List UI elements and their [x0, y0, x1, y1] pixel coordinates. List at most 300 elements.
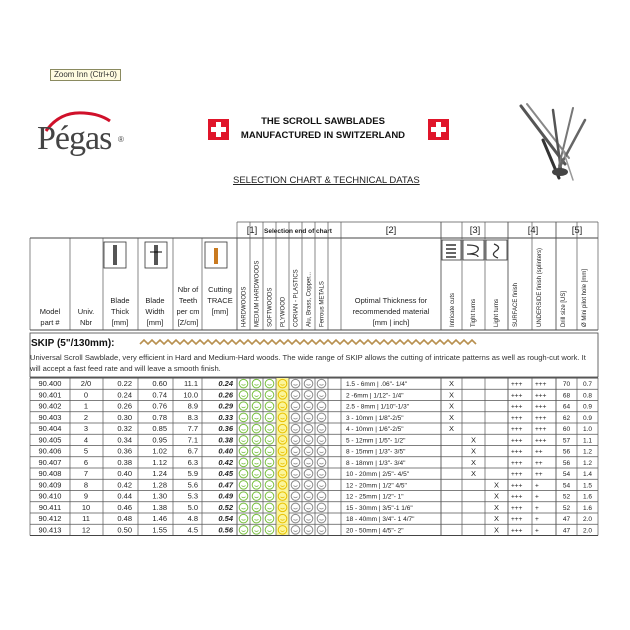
cell-underside: ++	[535, 459, 543, 467]
rating-face-poor	[317, 503, 326, 512]
rating-face-poor	[317, 492, 326, 501]
rating-face-good	[252, 514, 261, 523]
cell-drill: 68	[562, 392, 571, 400]
cell-surface: +++	[511, 426, 523, 434]
cell-surface: +++	[511, 493, 523, 501]
header-drill: Drill size [US]	[561, 290, 567, 327]
cell-trace: 0.52	[218, 502, 233, 512]
cell-univ: 2/0	[80, 379, 92, 389]
cell-intricate: X	[448, 390, 455, 400]
cell-width: 1.24	[152, 469, 167, 479]
rating-face-good	[265, 503, 274, 512]
section-title: SKIP (5"/130mm):	[31, 338, 115, 349]
cell-light: X	[493, 514, 500, 524]
header-material: CORIAN - PLASTICS	[293, 269, 300, 327]
rating-face-mouth	[268, 429, 272, 430]
cell-intricate: X	[448, 379, 455, 389]
header-material: Ferrous METALS	[319, 281, 326, 327]
cell-teeth: 5.0	[187, 502, 198, 512]
header-blade-width: [mm]	[146, 318, 164, 327]
rating-face-good	[252, 458, 261, 467]
header-thickness: recommended material	[352, 307, 430, 316]
rating-face-poor	[291, 458, 300, 467]
cell-trace: 0.47	[218, 480, 233, 490]
header-thickness: Optimal Thickness for	[354, 296, 428, 305]
cell-underside: +++	[535, 426, 547, 434]
cell-teeth: 6.7	[187, 446, 198, 456]
rating-face-good	[239, 447, 248, 456]
rating-face-good	[265, 469, 274, 478]
header-univ: Univ.	[77, 307, 95, 316]
cell-width: 1.28	[152, 480, 167, 490]
cell-trace: 0.56	[218, 525, 233, 535]
rating-face-poor	[291, 503, 300, 512]
header-blade-width: Width	[145, 307, 165, 316]
cell-drill: 54	[562, 482, 571, 490]
rating-face-mouth	[268, 407, 272, 408]
rating-face-poor	[304, 402, 313, 411]
cell-hole: 0.8	[582, 392, 593, 400]
cell-univ: 3	[83, 424, 89, 434]
rating-face-mouth	[242, 384, 246, 385]
rating-face-mouth	[268, 497, 272, 498]
cell-tight: X	[470, 435, 477, 445]
cell-underside: +	[535, 516, 539, 524]
section-description: Universal Scroll Sawblade, very efficient in Hard and Medium-Hard woods. The wide range of SKIP allows the cutting of intricate patterns as well as rough-cut work. It will accept a fast feed rate and will leave a smooth finish.	[30, 353, 586, 373]
rating-face-mouth	[255, 418, 259, 419]
header-blade-width: Blade	[145, 296, 165, 305]
cell-surface: +++	[511, 392, 523, 400]
rating-face-mouth	[307, 463, 311, 464]
cell-teeth: 7.1	[187, 435, 198, 445]
header-teeth: Teeth	[178, 296, 198, 305]
rating-face-poor	[317, 436, 326, 445]
rating-face-mouth	[320, 474, 324, 475]
rating-face-mouth	[320, 440, 324, 441]
header-univ: Nbr	[79, 318, 93, 327]
rating-face-good	[239, 391, 248, 400]
cell-drill: 54	[562, 471, 571, 479]
rating-face-mouth	[268, 530, 272, 531]
rating-face-mouth	[307, 497, 311, 498]
rating-face-good	[252, 402, 261, 411]
rating-face-good	[252, 436, 261, 445]
cell-univ: 8	[83, 480, 89, 490]
rating-face-poor	[317, 447, 326, 456]
rating-face-mouth	[320, 485, 324, 486]
rating-face-good	[252, 526, 261, 535]
rating-face-poor	[304, 492, 313, 501]
cell-model: 90.404	[38, 424, 62, 434]
cell-underside: +	[535, 482, 539, 490]
cell-width: 0.78	[152, 412, 167, 422]
header-teeth: [Z/cm]	[177, 318, 199, 327]
group-2-label: [2]	[385, 225, 397, 236]
cell-teeth: 5.9	[187, 469, 198, 479]
rating-face-good	[265, 492, 274, 501]
rating-face-mouth	[320, 508, 324, 509]
cell-thick: 0.30	[117, 412, 132, 422]
header-model: Model	[39, 307, 61, 316]
header-blade-thick: Thick	[111, 307, 129, 316]
cell-teeth: 11.1	[183, 379, 198, 389]
rating-face-poor	[317, 413, 326, 422]
rating-face-mouth	[320, 418, 324, 419]
cell-light: X	[493, 525, 500, 535]
rating-face-mouth	[320, 452, 324, 453]
rating-face-mouth	[268, 452, 272, 453]
rating-face-poor	[304, 526, 313, 535]
cell-hole: 1.4	[582, 471, 593, 479]
rating-face-good	[252, 413, 261, 422]
rating-face-mouth	[294, 463, 298, 464]
rating-face-good	[239, 436, 248, 445]
rating-face-good	[265, 526, 274, 535]
rating-face-mouth	[294, 429, 298, 430]
rating-face-poor	[317, 481, 326, 490]
rating-face-mouth	[268, 418, 272, 419]
rating-face-mouth	[307, 395, 311, 396]
rating-face-mouth	[242, 395, 246, 396]
rating-face-mouth	[242, 407, 246, 408]
rating-face-good	[252, 447, 261, 456]
group-4-label: [4]	[527, 225, 539, 236]
cell-hole: 1.5	[582, 482, 593, 490]
rating-face-mouth	[320, 519, 324, 520]
cell-thickness: 5 - 12mm | 1/5"- 1/2"	[346, 437, 406, 445]
cell-thick: 0.38	[117, 457, 132, 467]
rating-face-mouth	[242, 519, 246, 520]
header-material: PLYWOOD	[280, 296, 287, 327]
cell-univ: 7	[83, 469, 89, 479]
cell-underside: +++	[535, 437, 547, 445]
cell-univ: 12	[81, 525, 91, 535]
cell-hole: 0.7	[582, 381, 593, 389]
header-material: Alu, Brass, Copper...	[306, 271, 313, 327]
cell-width: 1.30	[152, 491, 167, 501]
rating-face-mouth	[255, 395, 259, 396]
cell-trace: 0.49	[218, 491, 233, 501]
cell-drill: 52	[562, 504, 571, 512]
rating-face-mouth	[242, 452, 246, 453]
cell-underside: +++	[535, 392, 547, 400]
rating-face-good	[265, 413, 274, 422]
cell-hole: 1.6	[582, 493, 593, 501]
header-finish: SURFACE finish	[513, 282, 519, 327]
cell-width: 1.02	[152, 446, 167, 456]
rating-face-good	[265, 458, 274, 467]
rating-face-good	[239, 469, 248, 478]
cell-surface: +++	[511, 448, 523, 456]
rating-face-poor	[291, 526, 300, 535]
cell-trace: 0.40	[218, 446, 233, 456]
cell-teeth: 8.9	[187, 401, 198, 411]
rating-face-good	[239, 413, 248, 422]
cell-surface: +++	[511, 437, 523, 445]
cell-teeth: 5.3	[187, 491, 198, 501]
header-material: SOFTWOODS	[267, 287, 274, 327]
rating-face-mouth	[255, 497, 259, 498]
cell-thick: 0.22	[117, 379, 132, 389]
rating-face-mouth	[255, 463, 259, 464]
cell-drill: 56	[562, 459, 571, 467]
header-drill: Ø Mini pilot hole [mm]	[582, 268, 588, 327]
rating-face-mouth	[242, 497, 246, 498]
cell-width: 0.85	[152, 424, 167, 434]
rating-face-poor	[317, 514, 326, 523]
cell-teeth: 7.7	[187, 424, 198, 434]
rating-face-mouth	[294, 407, 298, 408]
cell-surface: +++	[511, 459, 523, 467]
cell-thick: 0.34	[117, 435, 132, 445]
cell-model: 90.411	[38, 502, 62, 512]
rating-face-good	[252, 503, 261, 512]
rating-face-mouth	[294, 530, 298, 531]
rating-face-mouth	[255, 530, 259, 531]
rating-face-good	[239, 379, 248, 388]
rating-face-mouth	[320, 497, 324, 498]
cell-trace: 0.33	[218, 412, 233, 422]
rating-face-mouth	[307, 474, 311, 475]
rating-face-mouth	[255, 384, 259, 385]
rating-face-mouth	[242, 508, 246, 509]
cell-width: 0.76	[152, 401, 167, 411]
cell-underside: +	[535, 527, 539, 535]
rating-face-good	[239, 458, 248, 467]
cell-trace: 0.42	[218, 457, 233, 467]
rating-face-good	[265, 447, 274, 456]
rating-face-good	[239, 481, 248, 490]
cell-tight: X	[470, 457, 477, 467]
cell-thickness: 4 - 10mm | 1/6"-2/5"	[346, 426, 404, 434]
cell-model: 90.407	[38, 457, 62, 467]
rating-face-mouth	[307, 452, 311, 453]
rating-face-good	[239, 514, 248, 523]
rating-face-mouth	[294, 440, 298, 441]
rating-face-mouth	[294, 474, 298, 475]
rating-face-mouth	[268, 519, 272, 520]
header-thickness: [mm | inch]	[372, 318, 410, 327]
cell-thickness: 3 - 10mm | 1/8"-2/5"	[346, 414, 404, 422]
rating-face-good	[252, 469, 261, 478]
cutting-trace-blade-icon	[214, 248, 218, 264]
zoom-tooltip: Zoom Inn (Ctrl+0)	[50, 69, 121, 81]
rating-face-poor	[304, 514, 313, 523]
cell-teeth: 8.3	[187, 412, 198, 422]
cell-thickness: 2 -6mm | 1/12"- 1/4"	[346, 392, 404, 400]
cell-teeth: 10.0	[183, 390, 198, 400]
tight-turns-icon	[463, 240, 484, 260]
cell-width: 0.74	[152, 390, 167, 400]
cell-model: 90.406	[38, 446, 62, 456]
rating-face-poor	[291, 447, 300, 456]
cell-surface: +++	[511, 504, 523, 512]
cell-thick: 0.46	[117, 502, 132, 512]
cell-drill: 57	[562, 437, 571, 445]
rating-face-mouth	[307, 530, 311, 531]
group-1-label: [1]	[246, 225, 258, 236]
header-teeth: Nbr of	[177, 285, 199, 294]
cell-hole: 1.2	[582, 448, 593, 456]
rating-face-poor	[291, 469, 300, 478]
cell-thickness: 18 - 40mm | 3/4"- 1 4/7"	[346, 516, 415, 524]
rating-face-good	[265, 481, 274, 490]
header-blade-thick: [mm]	[111, 318, 129, 327]
cell-intricate: X	[448, 412, 455, 422]
rating-face-mouth	[268, 440, 272, 441]
rating-face-poor	[291, 514, 300, 523]
cell-model: 90.402	[38, 401, 62, 411]
cell-hole: 2.0	[582, 516, 593, 524]
cell-hole: 1.1	[582, 437, 593, 445]
rating-face-mouth	[242, 530, 246, 531]
cell-drill: 47	[562, 516, 571, 524]
rating-face-poor	[304, 447, 313, 456]
header-blade-thick: Blade	[110, 296, 130, 305]
rating-face-mouth	[242, 429, 246, 430]
rating-face-mouth	[320, 384, 324, 385]
cell-width: 1.46	[152, 514, 167, 524]
rating-face-mouth	[307, 440, 311, 441]
header-cutting: Cutting	[208, 285, 232, 294]
rating-face-good	[265, 379, 274, 388]
headline-line-2: MANUFACTURED IN SWITZERLAND	[240, 130, 406, 141]
rating-face-good	[265, 514, 274, 523]
rating-face-poor	[304, 413, 313, 422]
cell-trace: 0.38	[218, 435, 233, 445]
rating-face-good	[265, 391, 274, 400]
cell-underside: +++	[535, 414, 547, 422]
header-turns: Light turns	[494, 298, 500, 327]
rating-face-good	[239, 424, 248, 433]
cell-model: 90.400	[38, 379, 62, 389]
rating-face-mouth	[294, 452, 298, 453]
cell-univ: 1	[83, 401, 89, 411]
rating-face-good	[265, 436, 274, 445]
cell-trace: 0.45	[218, 469, 233, 479]
rating-face-mouth	[294, 418, 298, 419]
cell-underside: +	[535, 504, 539, 512]
cell-teeth: 4.5	[187, 525, 198, 535]
group-3-label: [3]	[469, 225, 481, 236]
rating-face-mouth	[255, 485, 259, 486]
rating-face-mouth	[268, 384, 272, 385]
rating-face-good	[252, 492, 261, 501]
cell-univ: 0	[83, 390, 89, 400]
rating-face-mouth	[320, 429, 324, 430]
header-teeth: per cm	[176, 307, 200, 316]
rating-face-mouth	[320, 530, 324, 531]
cell-teeth: 5.6	[187, 480, 198, 490]
cell-thickness: 20 - 50mm | 4/5"- 2"	[346, 527, 404, 535]
rating-face-mouth	[268, 463, 272, 464]
cell-trace: 0.36	[218, 424, 233, 434]
rating-face-good	[239, 402, 248, 411]
cell-univ: 2	[83, 412, 89, 422]
rating-face-mouth	[320, 463, 324, 464]
rating-face-poor	[291, 402, 300, 411]
blade-width-icon-blade	[154, 245, 158, 265]
cell-hole: 1.2	[582, 459, 593, 467]
cell-drill: 62	[562, 414, 571, 422]
cell-light: X	[493, 491, 500, 501]
rating-face-mouth	[294, 497, 298, 498]
rating-face-mouth	[242, 440, 246, 441]
rating-face-poor	[317, 458, 326, 467]
cell-surface: +++	[511, 527, 523, 535]
cell-thickness: 12 - 20mm | 1/2" 4/5"	[346, 482, 407, 490]
cell-width: 1.55	[152, 525, 167, 535]
rating-face-mouth	[242, 474, 246, 475]
rating-face-good	[239, 492, 248, 501]
rating-face-good	[252, 379, 261, 388]
cell-underside: +	[535, 493, 539, 501]
cell-thick: 0.24	[117, 390, 132, 400]
cell-model: 90.410	[38, 491, 62, 501]
cell-thickness: 10 - 20mm | 2/5"- 4/5"	[346, 471, 410, 479]
cell-trace: 0.29	[218, 401, 233, 411]
rating-face-poor	[291, 379, 300, 388]
rating-face-good	[252, 391, 261, 400]
header-turns: Tight turns	[471, 298, 477, 327]
rating-face-mouth	[320, 395, 324, 396]
rating-face-mouth	[242, 418, 246, 419]
cell-drill: 47	[562, 527, 571, 535]
rating-face-mouth	[307, 429, 311, 430]
cell-hole: 1.6	[582, 504, 593, 512]
header-finish: UNDERSIDE finish (splinters)	[537, 247, 543, 327]
rating-face-mouth	[268, 485, 272, 486]
cell-univ: 10	[81, 502, 91, 512]
cell-thick: 0.48	[117, 514, 132, 524]
cell-thickness: 8 - 18mm | 1/3"- 3/4"	[346, 459, 406, 467]
rating-face-poor	[304, 436, 313, 445]
cell-thick: 0.44	[117, 491, 132, 501]
rating-face-mouth	[255, 440, 259, 441]
rating-face-mouth	[307, 418, 311, 419]
rating-face-poor	[304, 458, 313, 467]
cell-trace: 0.26	[218, 390, 233, 400]
cell-thickness: 2.5 - 8mm | 1/10"-1/3"	[346, 403, 410, 411]
cell-light: X	[493, 480, 500, 490]
sawblade-image	[140, 340, 476, 344]
rating-face-good	[252, 481, 261, 490]
rating-face-mouth	[255, 519, 259, 520]
rating-face-poor	[291, 436, 300, 445]
cell-surface: +++	[511, 403, 523, 411]
rating-face-mouth	[255, 429, 259, 430]
cell-drill: 60	[562, 426, 571, 434]
cell-hole: 1.0	[582, 426, 593, 434]
rating-face-mouth	[242, 485, 246, 486]
cell-light: X	[493, 502, 500, 512]
cell-trace: 0.24	[218, 379, 233, 389]
rating-face-mouth	[294, 395, 298, 396]
rating-face-poor	[304, 481, 313, 490]
rating-face-mouth	[268, 508, 272, 509]
cell-thick: 0.42	[117, 480, 132, 490]
cell-thick: 0.26	[117, 401, 132, 411]
page-subtitle: SELECTION CHART & TECHNICAL DATAS	[233, 175, 420, 186]
rating-face-poor	[291, 391, 300, 400]
cell-underside: ++	[535, 471, 543, 479]
rating-face-mouth	[307, 384, 311, 385]
cell-hole: 2.0	[582, 527, 593, 535]
rating-face-good	[252, 424, 261, 433]
header-cutting: [mm]	[211, 307, 229, 316]
cell-hole: 0.9	[582, 403, 593, 411]
cell-thickness: 15 - 30mm | 3/5"-1 1/6"	[346, 504, 413, 512]
